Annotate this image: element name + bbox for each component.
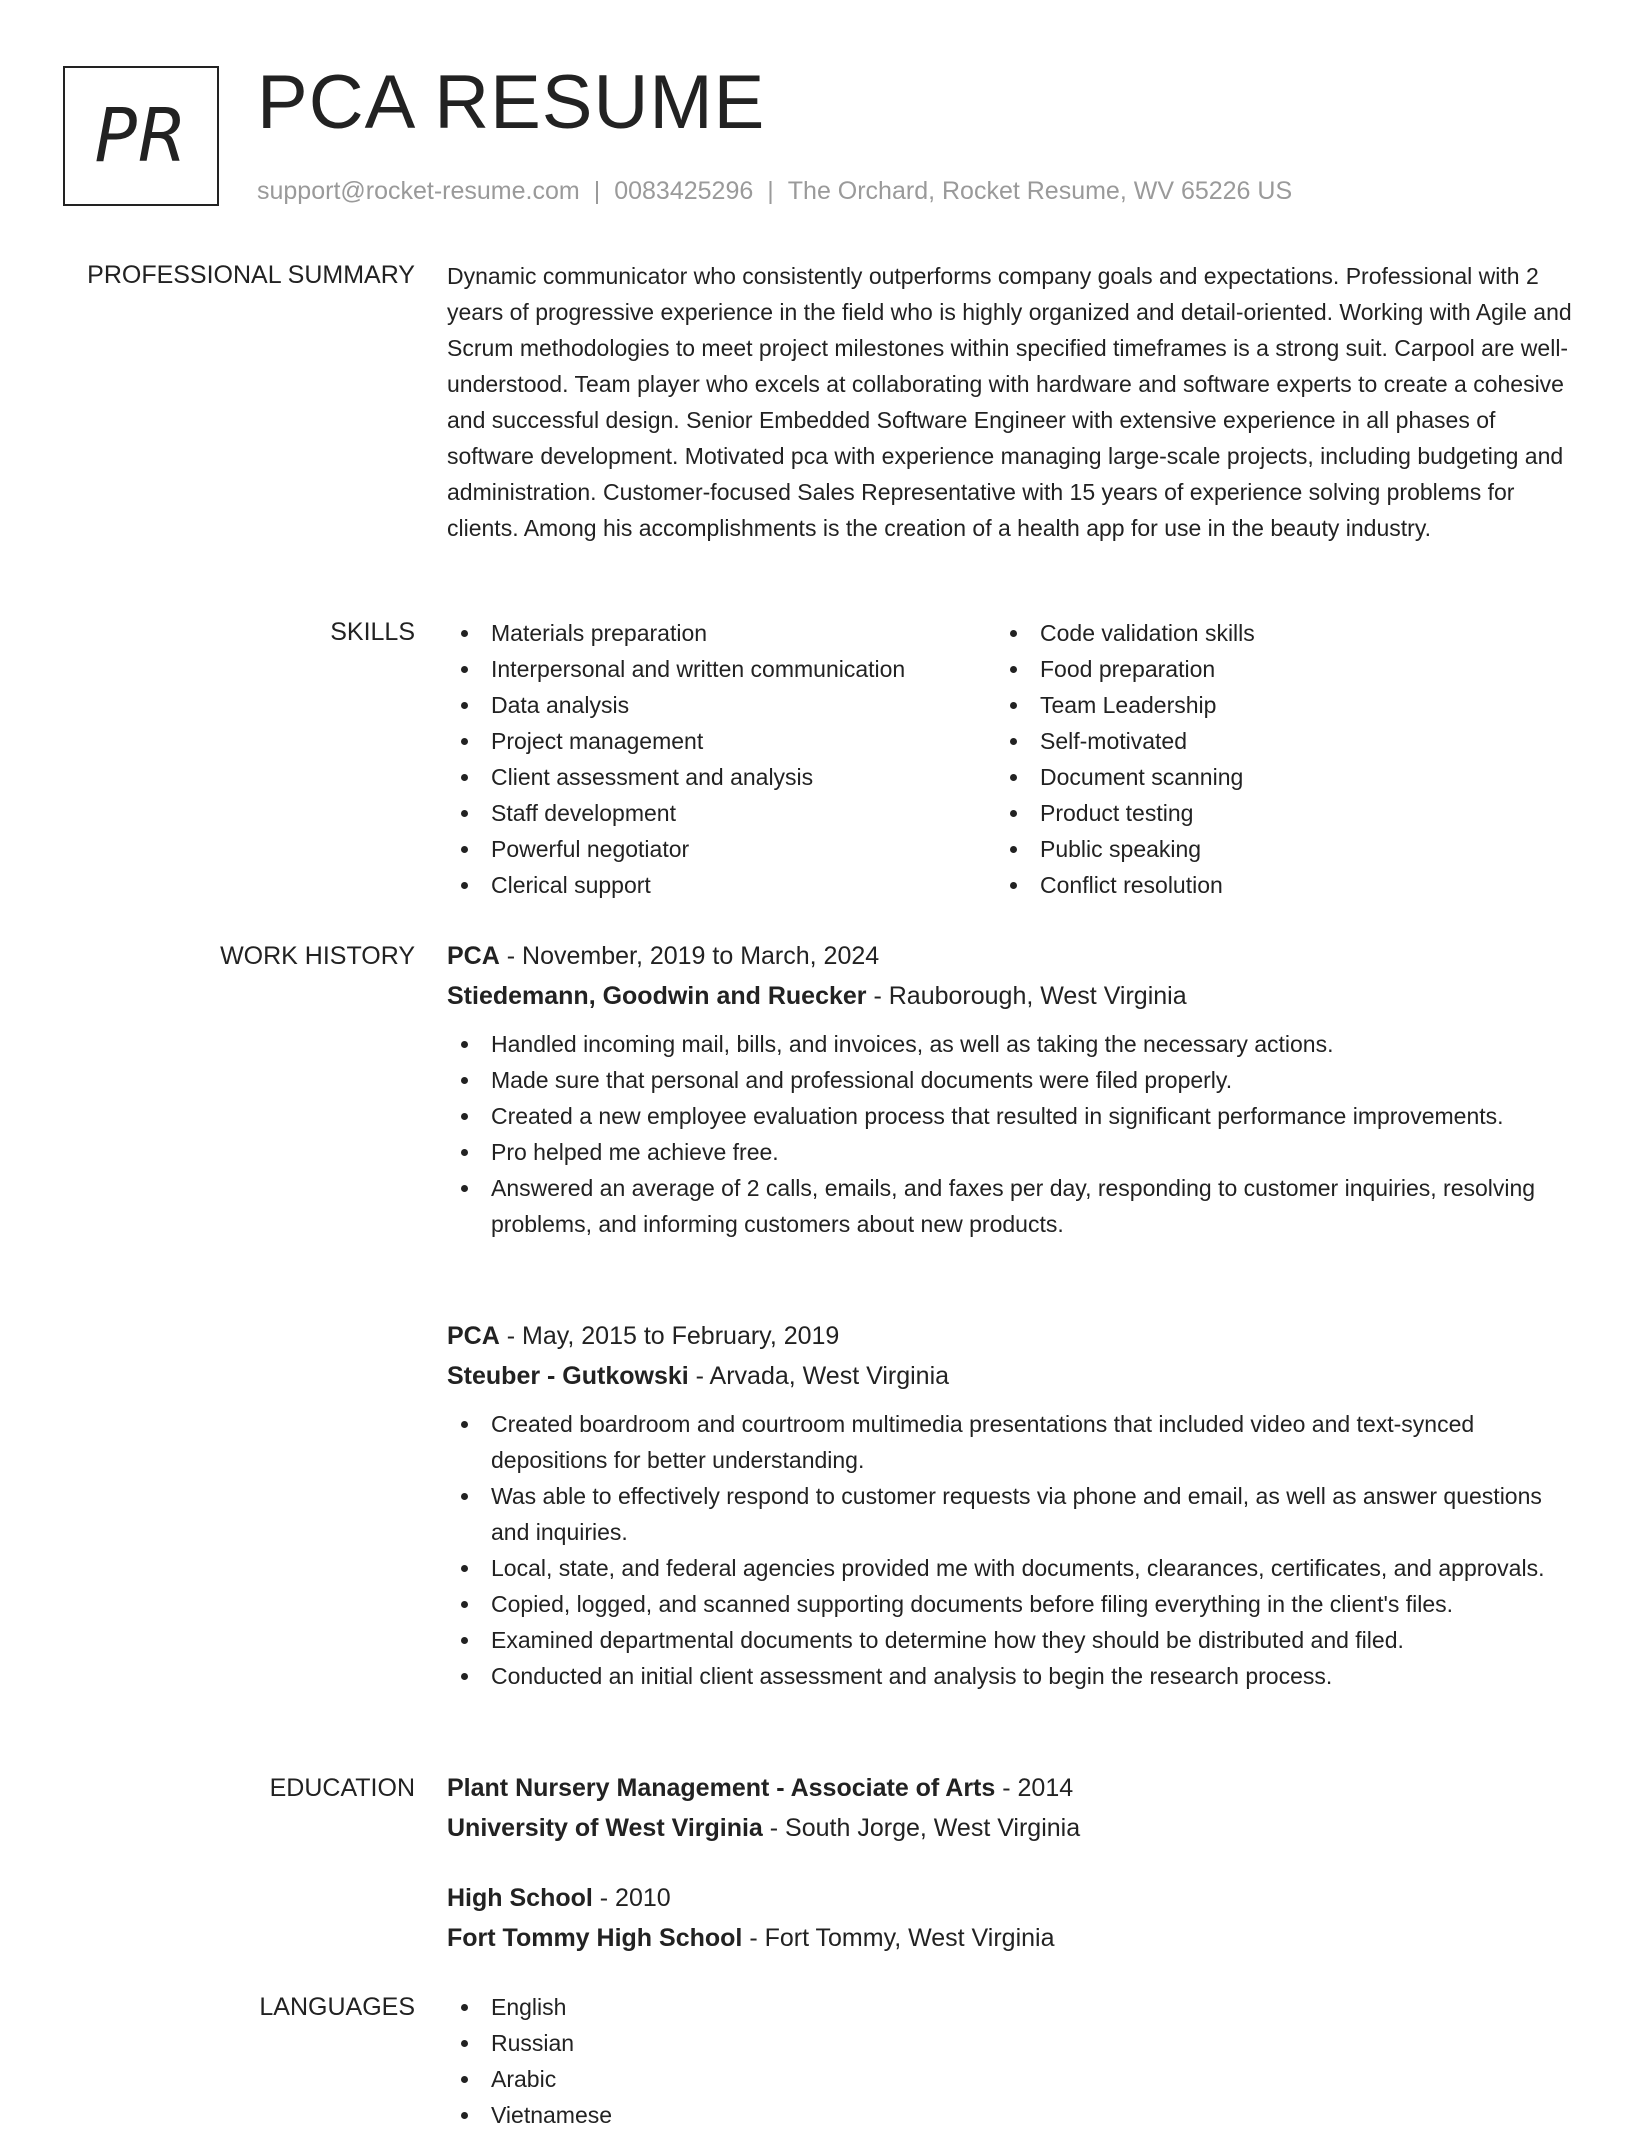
education-degree: Plant Nursery Management - Associate of Arts — [447, 1774, 996, 1802]
section-label-work-history: WORK HISTORY — [220, 942, 415, 970]
job-title: PCA — [447, 1322, 500, 1350]
languages-list — [447, 1989, 1572, 2133]
skill-item: Self-motivated — [996, 723, 1255, 759]
job-bullet: Created boardroom and courtroom multimedia presentations that included video and text-synced depositions for better understanding. — [447, 1406, 1572, 1478]
education-entry — [447, 1878, 1572, 1958]
contact-separator: | — [593, 177, 601, 205]
education-degree: High School — [447, 1884, 593, 1912]
job-bullet: Conducted an initial client assessment and analysis to begin the research process. — [447, 1658, 1572, 1694]
education-degree-line — [447, 1878, 1572, 1918]
job-company-line — [447, 1356, 1572, 1396]
skill-item: Project management — [447, 723, 996, 759]
skill-item: Staff development — [447, 795, 996, 831]
monogram-box — [63, 66, 219, 206]
contact-separator: | — [767, 177, 774, 205]
education-school-line — [447, 1808, 1572, 1848]
job-bullet: Local, state, and federal agencies provided me with documents, clearances, certificates, and approvals. — [447, 1550, 1572, 1586]
education-school: University of West Virginia — [447, 1814, 763, 1842]
skill-item: Interpersonal and written communication — [447, 651, 996, 687]
education-year: - 2014 — [995, 1774, 1074, 1802]
monogram-initials: PR — [94, 93, 188, 179]
skill-item: Conflict resolution — [996, 867, 1255, 903]
job-bullet: Copied, logged, and scanned supporting documents before filing everything in the client's files. — [447, 1586, 1572, 1622]
skill-item: Powerful negotiator — [447, 831, 996, 867]
education-location: - Fort Tommy, West Virginia — [742, 1924, 1055, 1952]
job-company: Steuber - Gutkowski — [447, 1362, 689, 1390]
job-bullets — [447, 1026, 1572, 1242]
resume-name: PCA RESUME — [257, 60, 766, 145]
education-school-line — [447, 1918, 1572, 1958]
contact-email[interactable]: support@rocket-resume.com — [257, 177, 580, 205]
education-year: - 2010 — [592, 1884, 671, 1912]
summary-section — [447, 258, 1572, 546]
language-item: Vietnamese — [447, 2097, 1572, 2133]
job-entry — [447, 936, 1572, 1242]
skills-list-left — [447, 615, 996, 903]
language-item: English — [447, 1989, 1572, 2025]
job-bullet: Answered an average of 2 calls, emails, and faxes per day, responding to customer inquiries, resolving problems, and informing customers about new products. — [447, 1170, 1572, 1242]
education-entry — [447, 1768, 1572, 1848]
section-label-languages: LANGUAGES — [259, 1993, 415, 2021]
skill-item: Data analysis — [447, 687, 996, 723]
job-bullet: Created a new employee evaluation process that resulted in significant performance improvements. — [447, 1098, 1572, 1134]
skill-item: Code validation skills — [996, 615, 1255, 651]
section-label-education: EDUCATION — [269, 1774, 415, 1802]
job-dates: - November, 2019 to March, 2024 — [499, 942, 880, 970]
job-bullet: Made sure that personal and professional documents were filed properly. — [447, 1062, 1572, 1098]
skill-item: Food preparation — [996, 651, 1255, 687]
job-title-line — [447, 936, 1572, 976]
skill-item: Materials preparation — [447, 615, 996, 651]
job-location: - Arvada, West Virginia — [688, 1362, 950, 1390]
job-bullets — [447, 1406, 1572, 1694]
job-company-line — [447, 976, 1572, 1016]
contact-address: The Orchard, Rocket Resume, WV 65226 US — [787, 177, 1293, 205]
skill-item: Document scanning — [996, 759, 1255, 795]
education-location: - South Jorge, West Virginia — [762, 1814, 1081, 1842]
job-dates: - May, 2015 to February, 2019 — [499, 1322, 840, 1350]
contact-phone[interactable]: 0083425296 — [614, 177, 754, 205]
language-item: Arabic — [447, 2061, 1572, 2097]
skill-item: Client assessment and analysis — [447, 759, 996, 795]
summary-text: Dynamic communicator who consistently outperforms company goals and expectations. Professional with 2 years of progressive experience in the field who is highly organized and detail-oriented. Working with Agile and Scrum methodologies to meet project milestones within specified timeframes is a strong suit. Carpool are well-understood. Team player who excels at collaborating with hardware and software experts to create a cohesive and successful design. Senior Embedded Software Engineer with extensive experience in all phases of software development. Motivated pca with experience managing large-scale projects, including budgeting and administration. Customer-focused Sales Representative with 15 years of experience solving problems for clients. Among his accomplishments is the creation of a health app for use in the beauty industry. — [447, 263, 1572, 541]
education-degree-line — [447, 1768, 1572, 1808]
skill-item: Team Leadership — [996, 687, 1255, 723]
contact-line — [257, 175, 1292, 207]
job-bullet: Pro helped me achieve free. — [447, 1134, 1572, 1170]
section-label-skills: SKILLS — [330, 618, 415, 646]
section-label-summary: PROFESSIONAL SUMMARY — [87, 261, 415, 289]
languages-section — [447, 1989, 1572, 2133]
job-bullet: Was able to effectively respond to customer requests via phone and email, as well as answer questions and inquiries. — [447, 1478, 1572, 1550]
education-school: Fort Tommy High School — [447, 1924, 743, 1952]
skill-item: Clerical support — [447, 867, 996, 903]
job-bullet: Examined departmental documents to determine how they should be distributed and filed. — [447, 1622, 1572, 1658]
skills-section — [447, 615, 1572, 903]
skill-item: Public speaking — [996, 831, 1255, 867]
job-company: Stiedemann, Goodwin and Ruecker — [447, 982, 867, 1010]
skills-list-right — [996, 615, 1255, 903]
job-entry — [447, 1316, 1572, 1694]
job-title-line — [447, 1316, 1572, 1356]
job-location: - Rauborough, West Virginia — [866, 982, 1187, 1010]
job-title: PCA — [447, 942, 500, 970]
language-item: Russian — [447, 2025, 1572, 2061]
skill-item: Product testing — [996, 795, 1255, 831]
job-bullet: Handled incoming mail, bills, and invoices, as well as taking the necessary actions. — [447, 1026, 1572, 1062]
